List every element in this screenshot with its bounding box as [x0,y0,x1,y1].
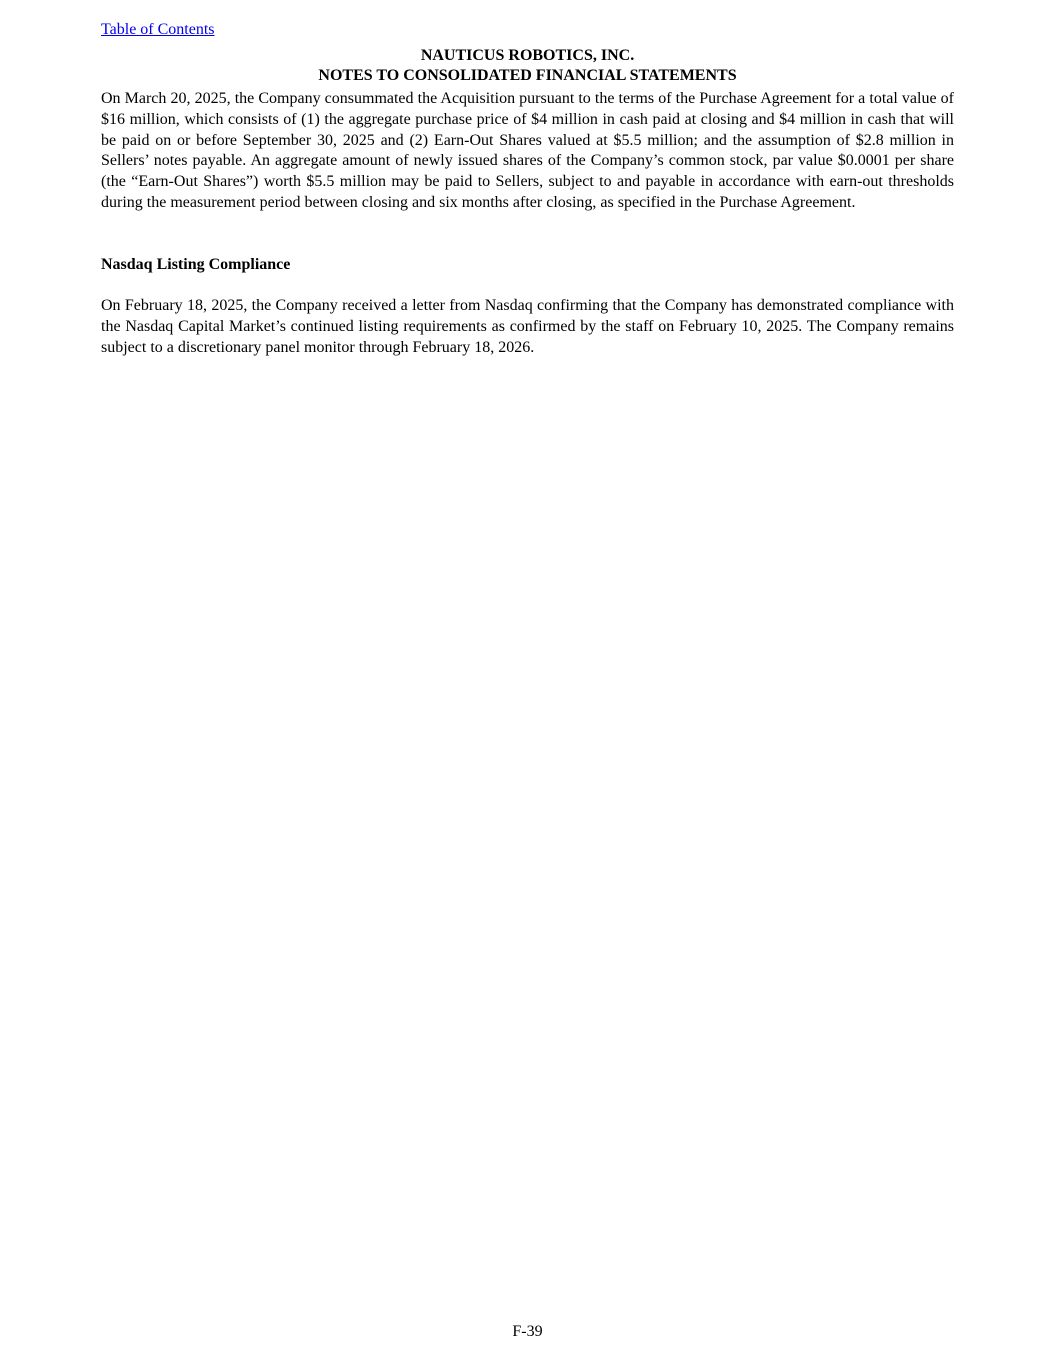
nasdaq-compliance-heading: Nasdaq Listing Compliance [101,256,291,273]
company-name-heading: NAUTICUS ROBOTICS, INC. [420,47,635,64]
table-of-contents-link[interactable]: Table of Contents [101,21,215,38]
acquisition-paragraph: On March 20, 2025, the Company consummated the Acquisition pursuant to the terms of the Purchase Agreement for a total value of $16 million, which consists of (1) the aggregate purchase price of $4 million in cash paid at closing and $4 million in cash that will be paid on or before September 30, 2025 and (2) Earn-Out Shares valued at $5.5 million; and the assumption of $2.8 million in Sellers’ notes payable. An aggregate amount of newly issued shares of the Company’s common stock, par value $0.0001 per share (the “Earn-Out Shares”) worth $5.5 million may be paid to Sellers, subject to and payable in accordance with earn-out thresholds during the measurement period between closing and six months after closing, as specified in the Purchase Agreement. [101,90,954,211]
notes-title-heading: NOTES TO CONSOLIDATED FINANCIAL STATEMENTS [318,67,737,84]
page-number: F-39 [512,1323,543,1340]
nasdaq-compliance-paragraph: On February 18, 2025, the Company received a letter from Nasdaq confirming that the Company has demonstrated compliance with the Nasdaq Capital Market’s continued listing requirements as confirmed by the staff on February 10, 2025. The Company remains subject to a discretionary panel monitor through February 18, 2026. [101,297,954,356]
